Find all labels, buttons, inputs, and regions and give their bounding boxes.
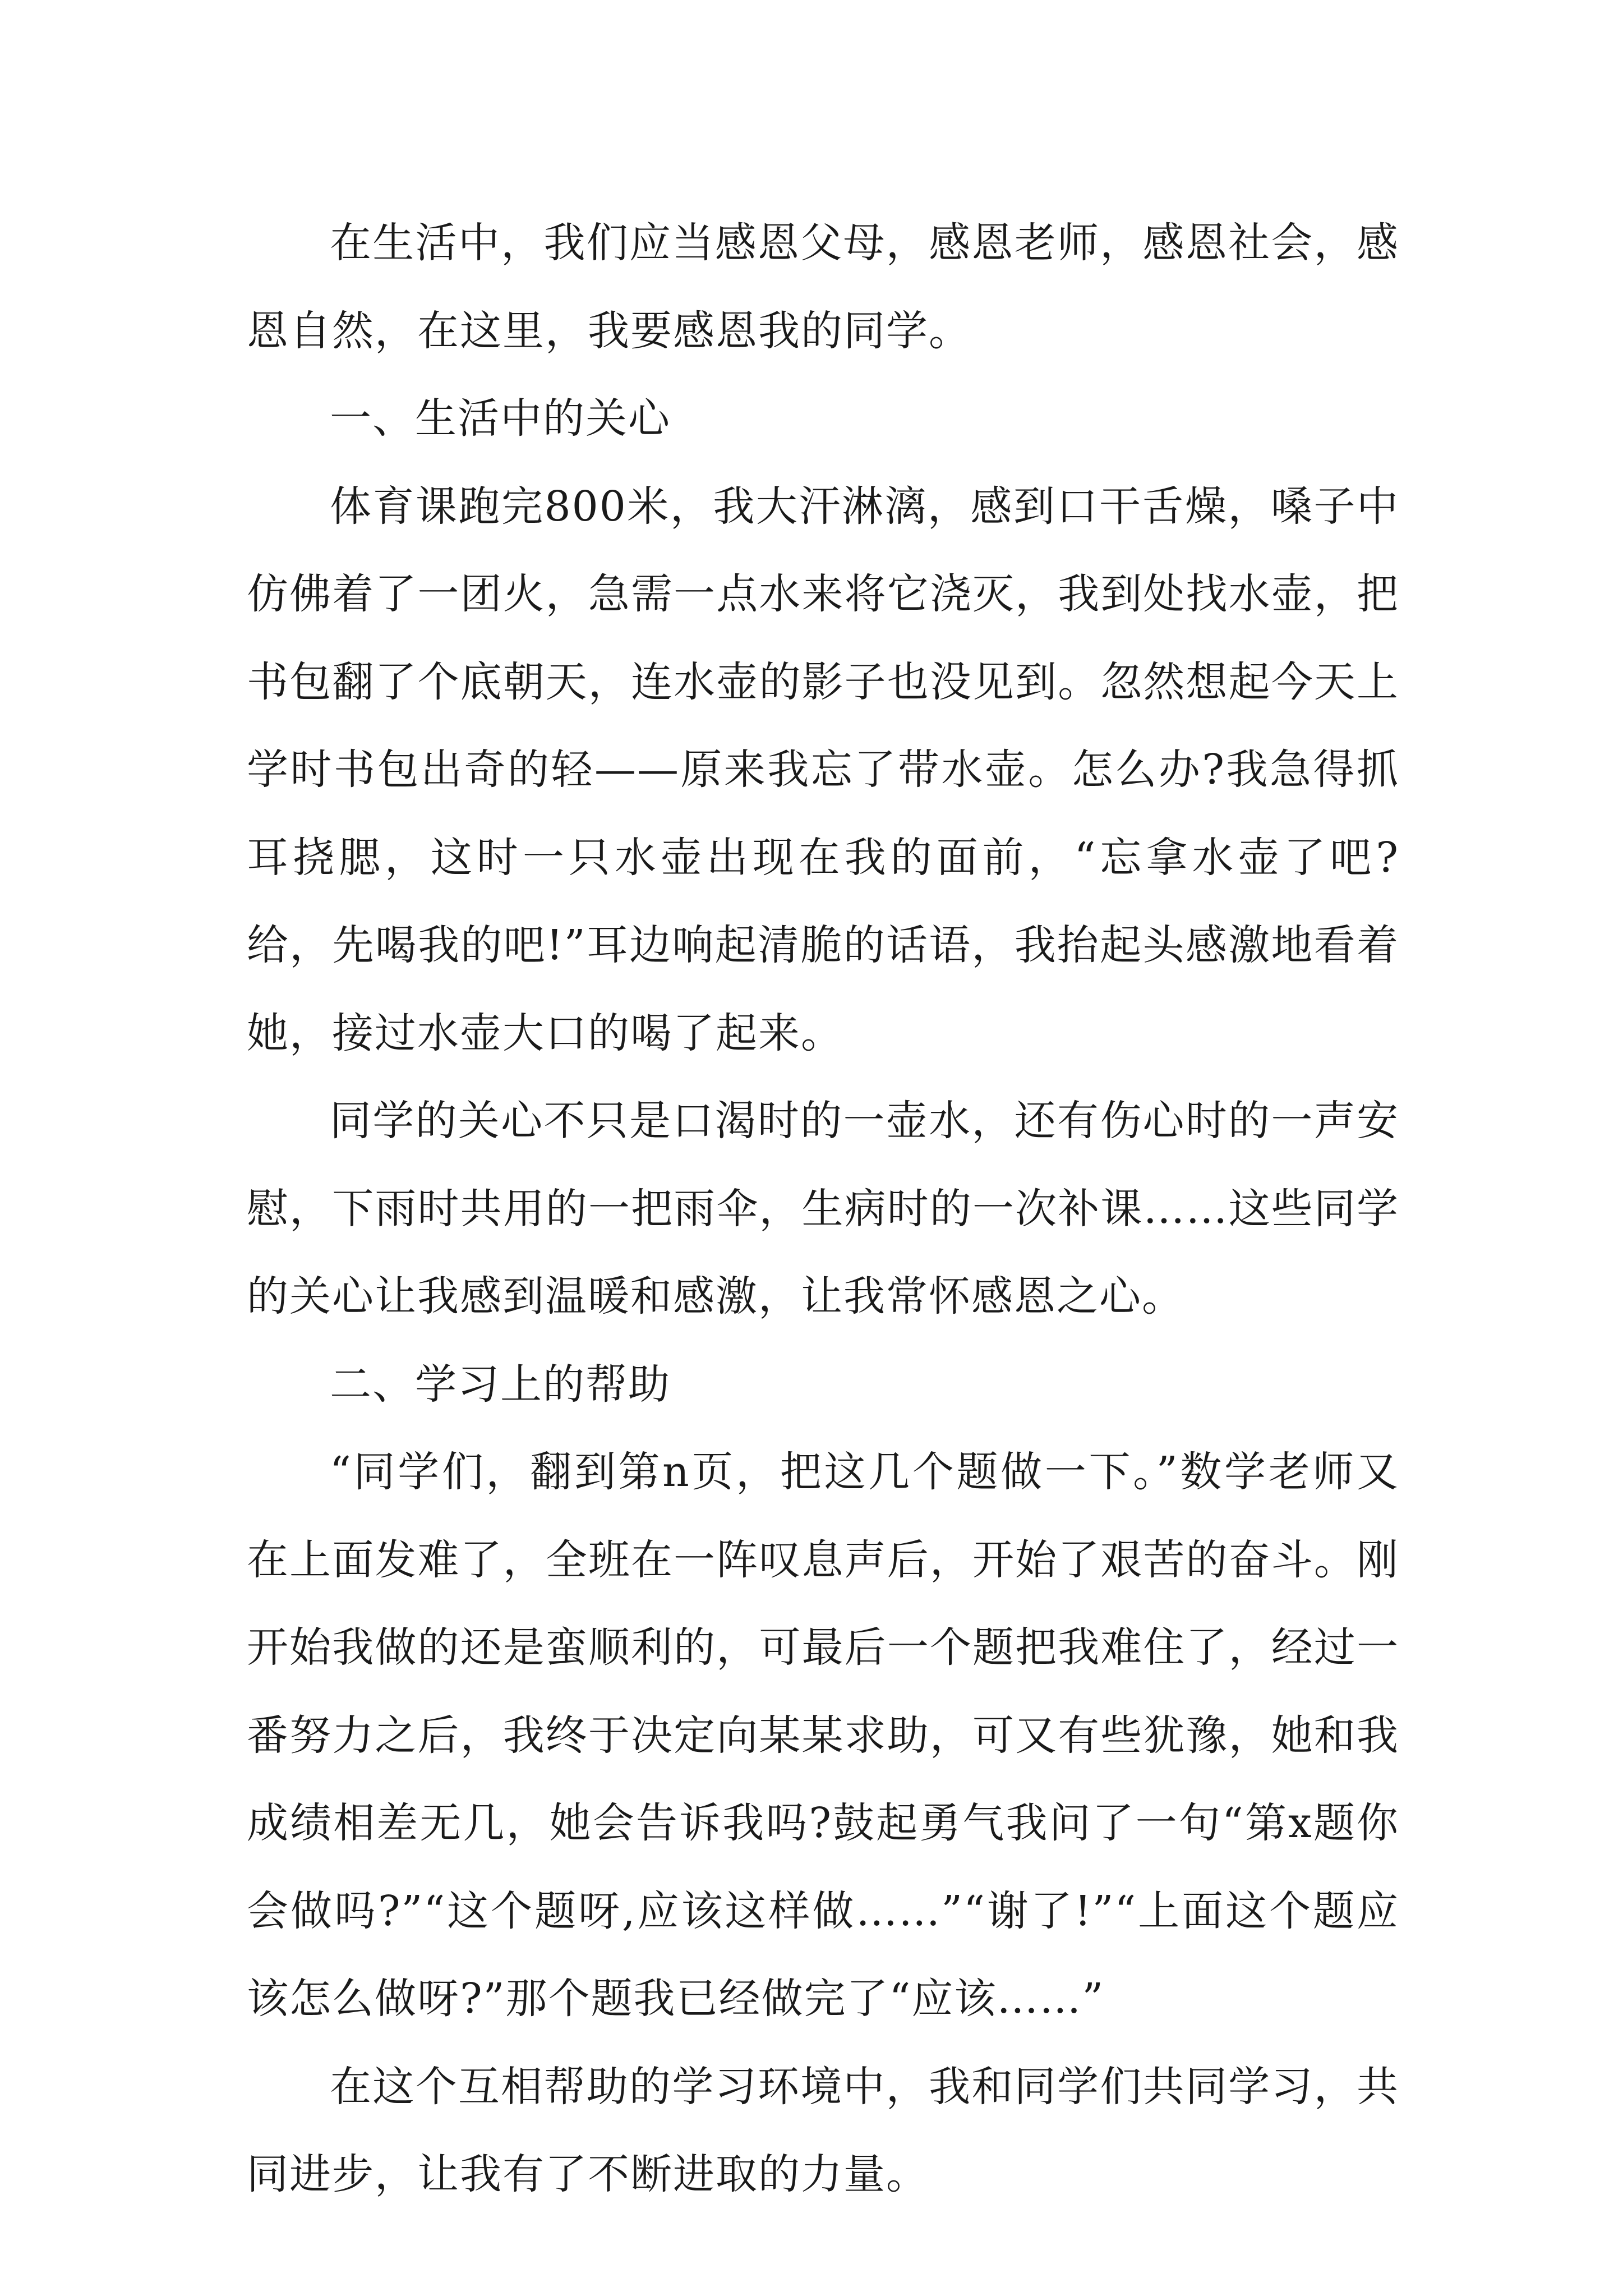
paragraph-conclusion: 在这个互相帮助的学习环境中，我和同学们共同学习，共同进步，让我有了不断进取的力量。: [247, 2062, 1399, 2198]
section-heading-study-help: 二、学习上的帮助: [330, 1360, 671, 1409]
paragraph-math-class: “同学们，翻到第n页，把这几个题做一下。”数学老师又在上面发难了，全班在一阵叹息声后，开始了艰苦的奋斗。刚开始我做的还是蛮顺利的，可最后一个题把我难住了，经过一番努力之后，我终于决定向某某求助，可又有些犹豫，她和我成绩相差无几，她会告诉我吗?鼓起勇气我问了一句“第x题你会做吗?”“这个题呀,应该这样做……”“谢了!”“上面这个题应该怎么做呀?”那个题我已经做完了“应该……”: [247, 1448, 1399, 2023]
paragraph-intro: 在生活中，我们应当感恩父母，感恩老师，感恩社会，感恩自然，在这里，我要感恩我的同学。: [247, 219, 1399, 355]
section-heading-life-care: 一、生活中的关心: [330, 394, 671, 443]
document-body: [247, 199, 1399, 2219]
paragraph-care-summary: 同学的关心不只是口渴时的一壶水，还有伤心时的一声安慰，下雨时共用的一把雨伞，生病时的一次补课……这些同学的关心让我感到温暖和感激，让我常怀感恩之心。: [247, 1097, 1399, 1320]
paragraph-water-bottle: 体育课跑完800米，我大汗淋漓，感到口干舌燥，嗓子中仿佛着了一团火，急需一点水来将它浇灭，我到处找水壶，把书包翻了个底朝天，连水壶的影子也没见到。忽然想起今天上学时书包出奇的轻——原来我忘了带水壶。怎么办?我急得抓耳挠腮，这时一只水壶出现在我的面前，“忘拿水壶了吧?给，先喝我的吧!”耳边响起清脆的话语，我抬起头感激地看着她，接过水壶大口的喝了起来。: [247, 482, 1399, 1057]
